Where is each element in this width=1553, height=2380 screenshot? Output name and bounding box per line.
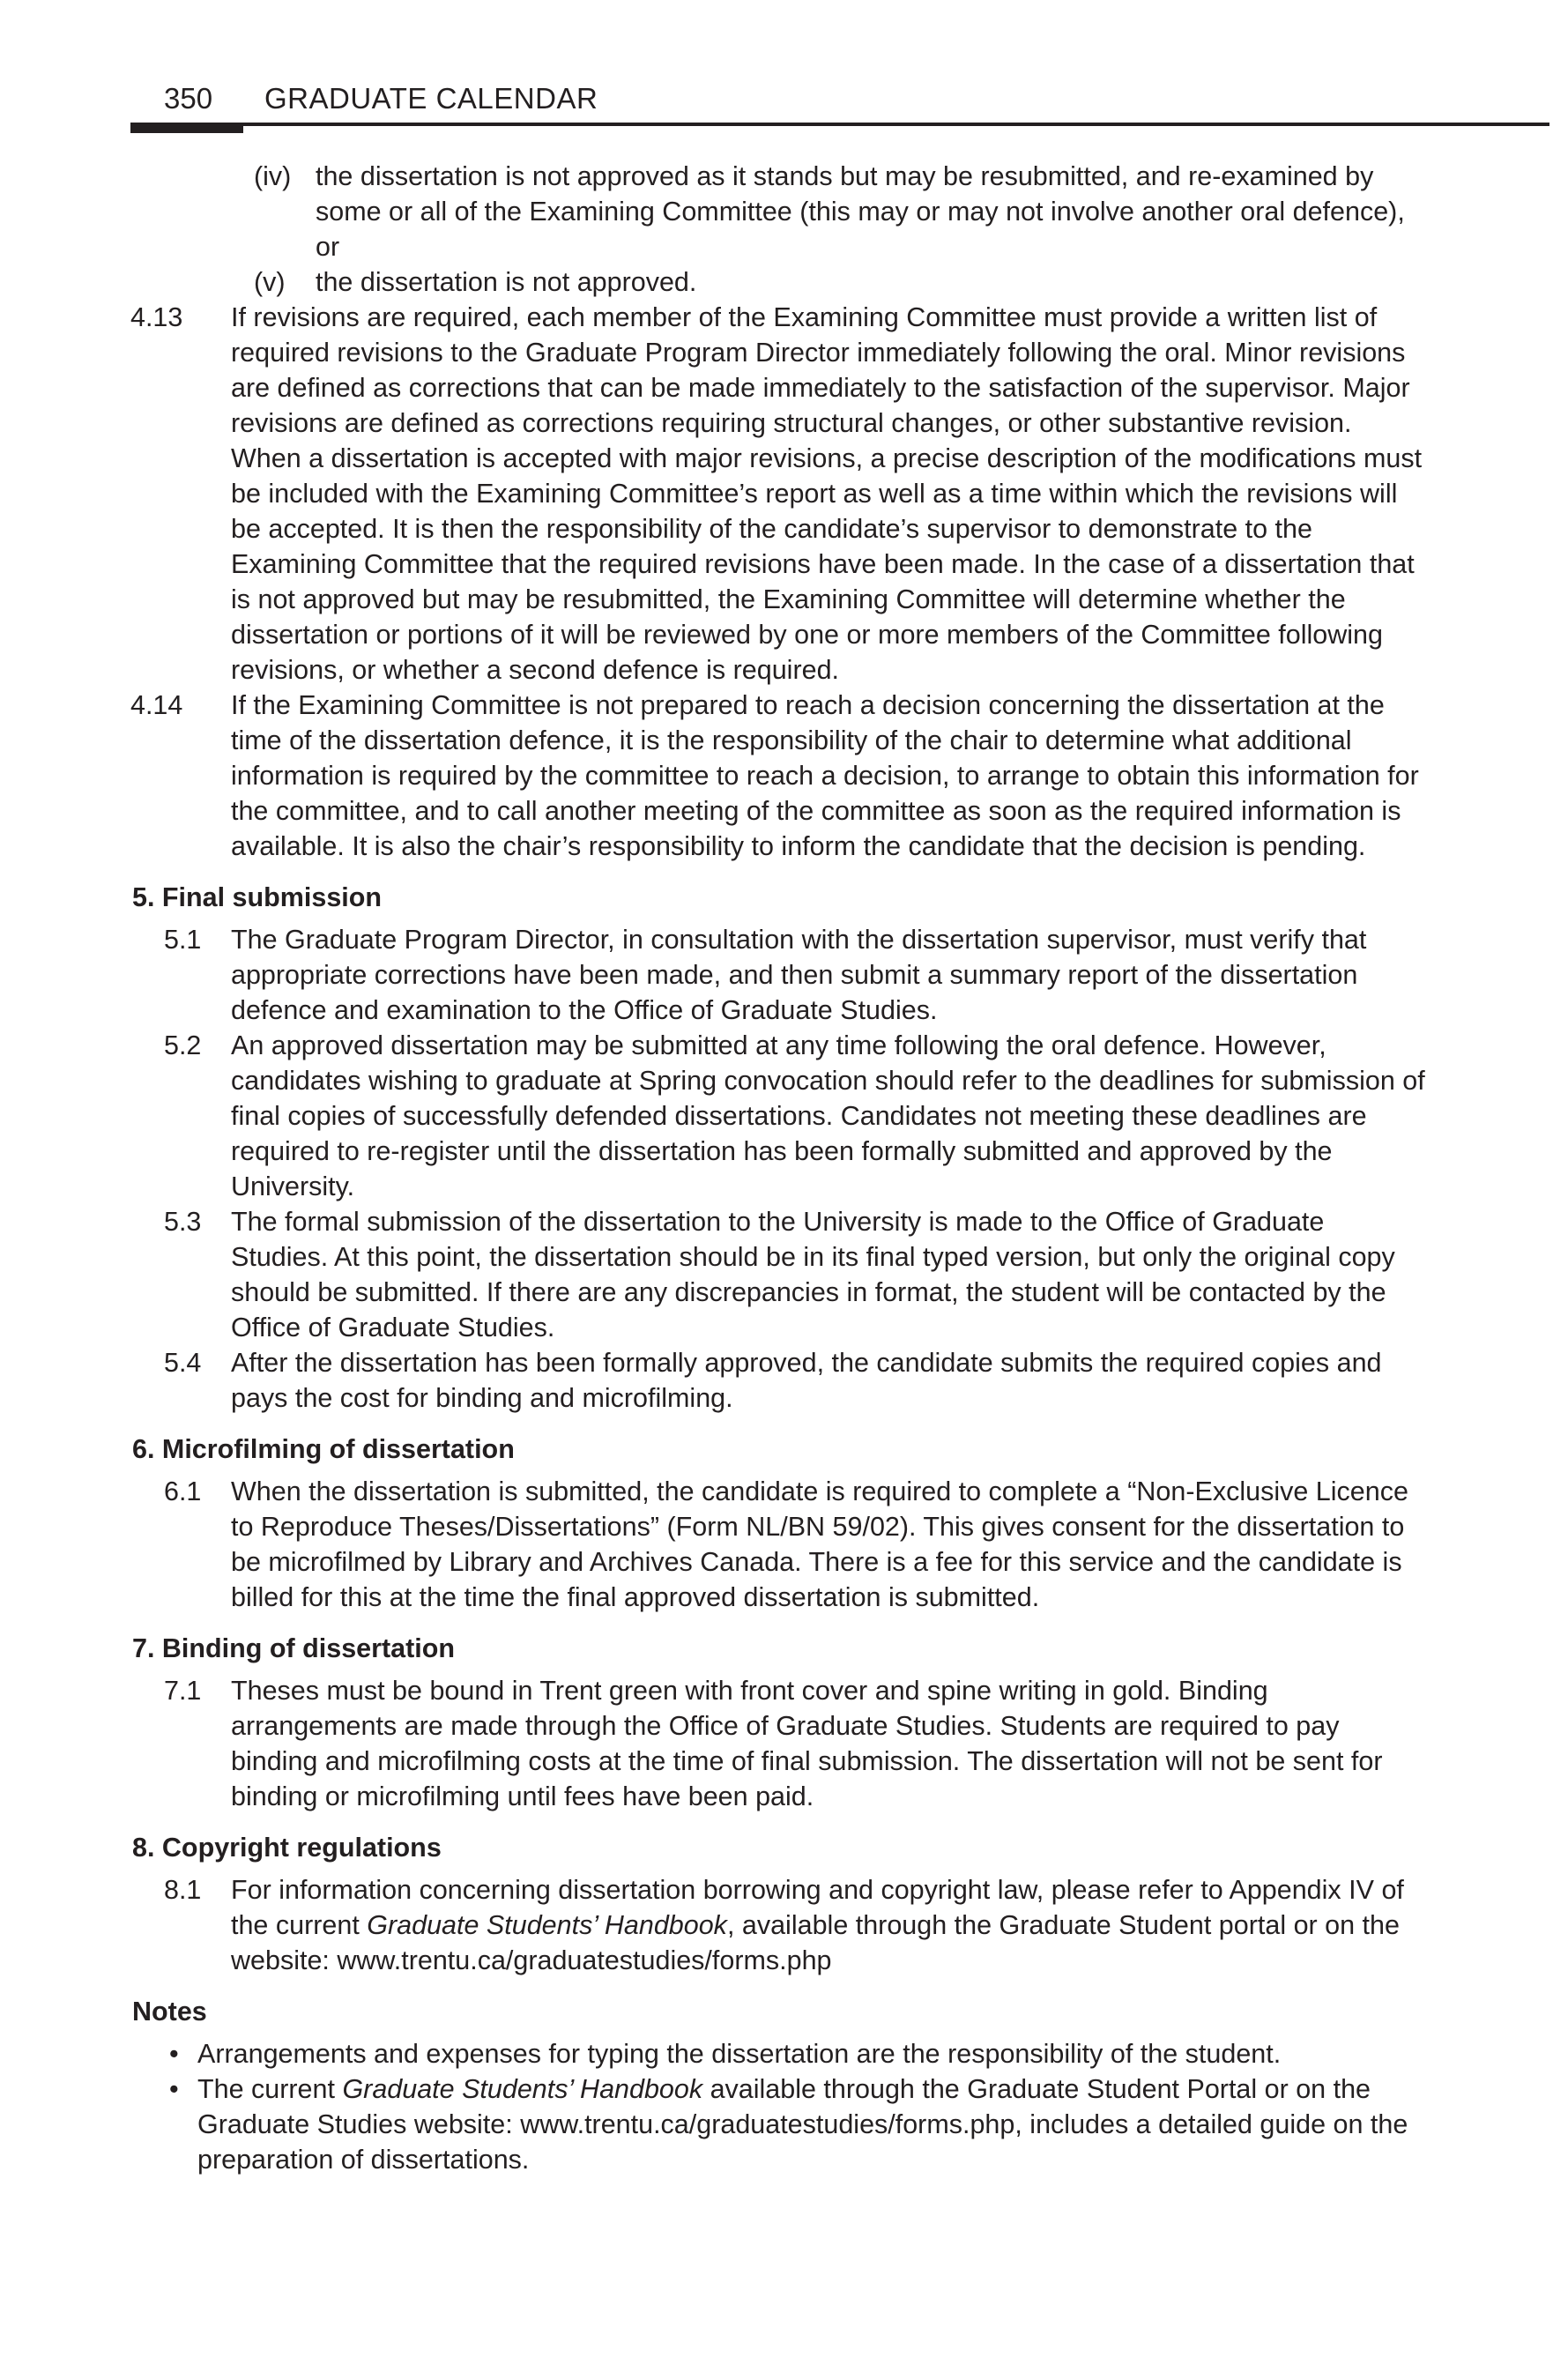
page-content [130,159,1426,2177]
note-text-part: available through the Graduate Student Portal or on the Graduate Studies website: www.trentu.ca/graduatestudies/forms.php, includes a detailed guide on the preparation of dissertations. [197,2074,1408,2175]
handbook-title: Graduate Students’ Handbook [367,1910,727,1940]
list-item-number: (v) [254,267,286,297]
handbook-title: Graduate Students’ Handbook [342,2074,703,2104]
running-title: GRADUATE CALENDAR [264,82,598,115]
header-rule-thick [130,123,243,133]
list-item [130,264,1426,300]
section-heading-6: 6. Microfilming of dissertation [132,1434,515,1464]
note-bullet [130,2071,1426,2177]
section-item-4-13 [130,300,1426,688]
item-text: If the Examining Committee is not prepared to reach a decision concerning the dissertation at the time of the dissertation defence, it is the responsibility of the chair to determine what additional information is required by the committee to reach a decision, to arrange to obtain this information for the committee, and to call another meeting of the committee as soon as the required information is available. It is also the chair’s responsibility to inform the candidate that the decision is pending. [231,690,1419,861]
item-text [231,1875,1404,1975]
section-item-4-14 [130,688,1426,864]
item-text: If revisions are required, each member of the Examining Committee must provide a written list of required revisions to the Graduate Program Director immediately following the oral. Minor revisions are defined as corrections that can be made immediately to the satisfaction of the supervisor. Major revisions are defined as corrections requiring structural changes, or other substantive revision. When a dissertation is accepted with major revisions, a precise description of the modifications must be included with the Examining Committee’s report as well as a time within which the revisions will be accepted. It is then the responsibility of the candidate’s supervisor to demonstrate to the Examining Committee that the required revisions have been made. In the case of a dissertation that is not approved but may be resubmitted, the Examining Committee will determine whether the dissertation or portions of it will be reviewed by one or more members of the Committee following revisions, or whether a second defence is required. [231,302,1423,685]
item-number: 5.3 [164,1207,202,1237]
list-item [130,159,1426,264]
note-text [197,2074,1408,2175]
section-item-7-1 [130,1673,1426,1814]
section-heading-5: 5. Final submission [132,882,383,912]
item-number: 7.1 [164,1676,202,1706]
bullet-marker: • [169,2074,179,2104]
section-item-5-1 [130,922,1426,1028]
list-item-text: the dissertation is not approved. [316,267,697,297]
note-text-part: The current [197,2074,343,2104]
item-text: Theses must be bound in Trent green with front cover and spine writing in gold. Binding arrangements are made through the Office of Graduate Studies. Students are required to pay binding and microfilming costs at the time of final submission. The dissertation will not be sent for binding or microfilming until fees have been paid. [231,1676,1383,1811]
section-item-5-4 [130,1345,1426,1416]
item-text: The formal submission of the dissertation to the University is made to the Office of Graduate Studies. At this point, the dissertation should be in its final typed version, but only the original copy should be submitted. If there are any discrepancies in format, the student will be contacted by the Office of Graduate Studies. [231,1207,1395,1342]
notes-heading: Notes [132,1997,207,2027]
note-bullet [130,2036,1426,2071]
section-heading-8: 8. Copyright regulations [132,1833,442,1863]
section-heading-7: 7. Binding of dissertation [132,1633,456,1663]
page-header [130,81,1419,134]
item-text-part: , available through the Graduate Student portal or on the website: www.trentu.ca/graduatestudies/forms.php [231,1910,1400,1975]
item-number: 8.1 [164,1875,202,1905]
bullet-marker: • [169,2039,179,2069]
header-rule [243,123,1549,126]
list-item-number: (iv) [254,161,292,191]
item-text: After the dissertation has been formally approved, the candidate submits the required copies and pays the cost for binding and microfilming. [231,1348,1382,1413]
note-text: Arrangements and expenses for typing the dissertation are the responsibility of the student. [197,2039,1282,2069]
list-item-text: the dissertation is not approved as it stands but may be resubmitted, and re-examined by some or all of the Examining Committee (this may or may not involve another oral defence), or [316,161,1405,262]
item-number: 5.4 [164,1348,202,1378]
item-text: An approved dissertation may be submitted at any time following the oral defence. However, candidates wishing to graduate at Spring convocation should refer to the deadlines for submission of final copies of successfully defended dissertations. Candidates not meeting these deadlines are required to re-register until the dissertation has been formally submitted and approved by the University. [231,1030,1425,1201]
section-item-5-2 [130,1028,1426,1204]
section-item-8-1 [130,1872,1426,1978]
item-number: 5.2 [164,1030,202,1060]
item-number: 5.1 [164,925,202,955]
item-number: 4.14 [130,690,183,720]
item-number: 4.13 [130,302,183,332]
item-text-part: For information concerning dissertation borrowing and copyright law, please refer to Appendix IV of the current [231,1875,1404,1940]
item-number: 6.1 [164,1476,202,1506]
item-text: The Graduate Program Director, in consultation with the dissertation supervisor, must verify that appropriate corrections have been made, and then submit a summary report of the dissertation defence and examination to the Office of Graduate Studies. [231,925,1367,1025]
section-item-5-3 [130,1204,1426,1345]
section-item-6-1 [130,1474,1426,1615]
page-number: 350 [164,82,213,115]
item-text: When the dissertation is submitted, the candidate is required to complete a “Non-Exclusive Licence to Reproduce Theses/Dissertations” (Form NL/BN 59/02). This gives consent for the dissertation to be microfilmed by Library and Archives Canada. There is a fee for this service and the candidate is billed for this at the time the final approved dissertation is submitted. [231,1476,1408,1612]
